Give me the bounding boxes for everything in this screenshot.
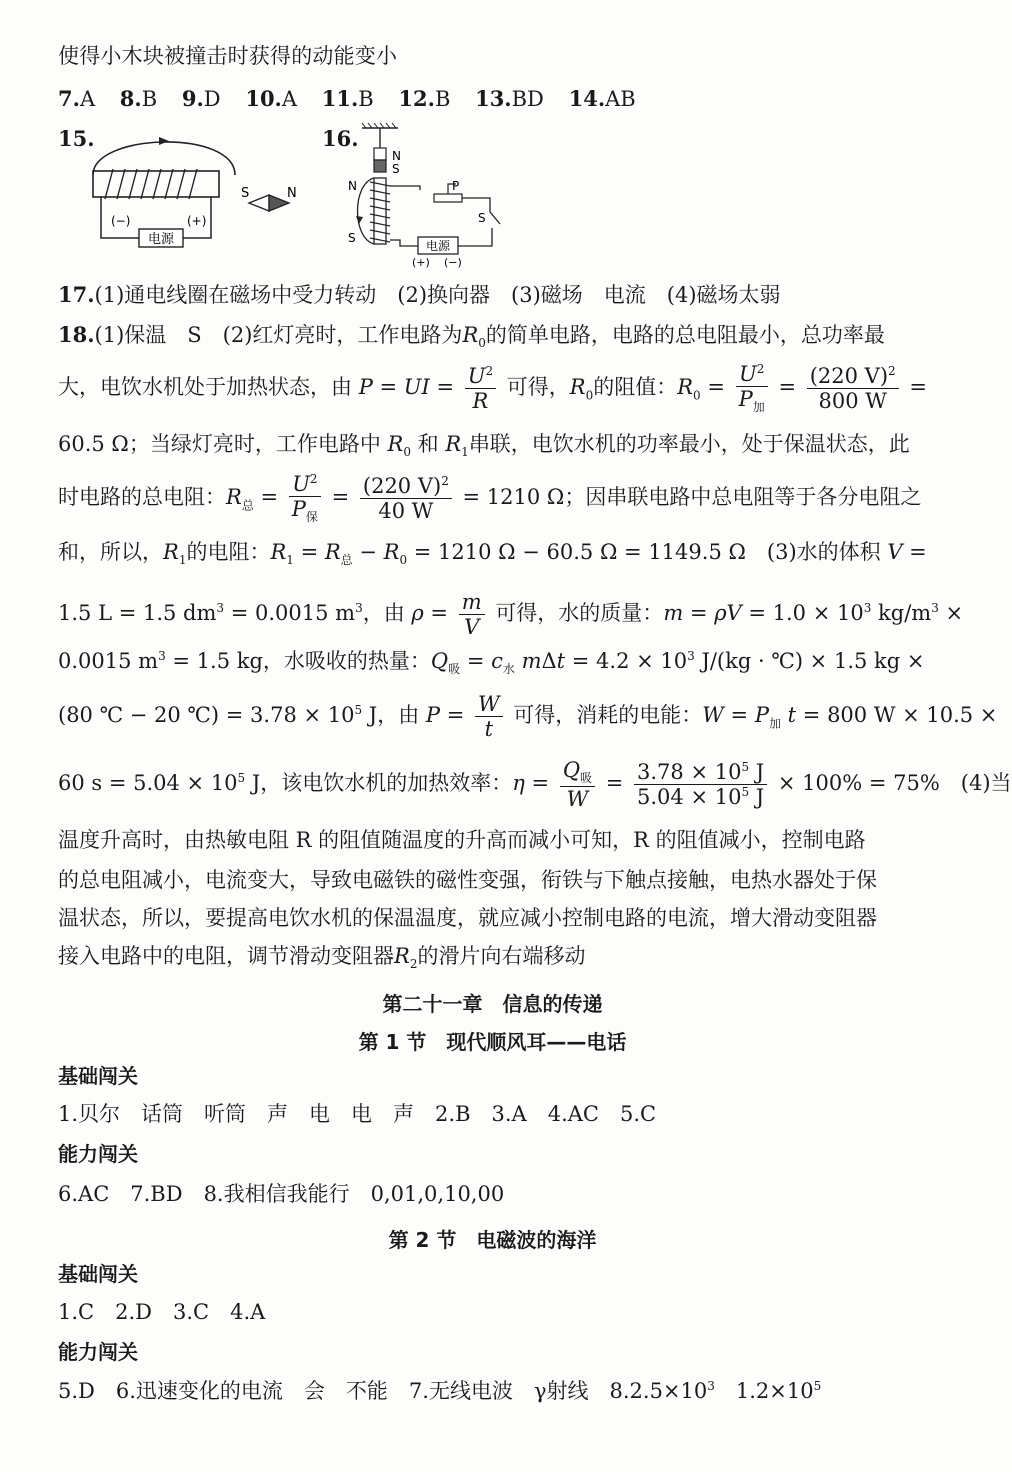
fig16-switch-s: S	[478, 211, 486, 225]
text: 可得，消耗的电能：	[513, 703, 703, 728]
q-num: 9.	[181, 86, 204, 111]
q-num: 8.	[119, 86, 142, 111]
text: (1)保温 S (2)红灯亮时，工作电路为	[94, 323, 463, 347]
answer: BD	[511, 87, 544, 111]
text: = 1210 Ω；因串联电路中总电阻等于各分电阻之	[462, 485, 922, 510]
text: 的简单电路，电路的总电阻最小，总功率最	[485, 323, 885, 347]
fig16-electromagnet-diagram	[340, 120, 520, 270]
q18-line-2: 大，电饮水机处于加热状态，由 P = UI = $\frac{U^2}{R}$ 可得，$R_0$的阻值：$R_0$ = $\frac{U^2}{P_加}$ = $\frac{(220 V)^2}{800 W}$ =	[58, 362, 927, 415]
fraction: $\frac{m}{V}$	[459, 590, 485, 639]
text: kg/m	[871, 601, 932, 626]
q18-line-6: 1.5 L = 1.5 $dm^3 = 0.0015$ $m^3$，由 ρ = $\frac{m}{V}$ 可得，水的质量：$m = \rho V = 1.0 \times 10^3$ $kg/m^3$ ×	[58, 590, 964, 640]
q17	[58, 284, 781, 306]
text: 1.2×10	[714, 1379, 814, 1403]
q-num: 12.	[398, 86, 435, 111]
section-1-ability-label: 能力闯关	[58, 1142, 138, 1166]
text: ，由	[362, 601, 405, 626]
text: = 4.2 × 10	[565, 649, 688, 673]
fig15-number: 15.	[58, 126, 95, 151]
fig16-number: 16.	[322, 126, 359, 151]
answer: (1)通电线圈在磁场中受力转动 (2)换向器 (3)磁场 电流 (4)磁场太弱	[94, 283, 781, 307]
answer: A	[79, 87, 96, 111]
q18-line-8: (80 ℃ − 20 ℃) = $3.78 \times 10^5$ J，由 P = $\frac{W}{t}$ 可得，消耗的电能：$W = P_加$ t = 800 W × 10.5 ×	[58, 692, 998, 742]
q-num: 7.	[58, 86, 80, 111]
fig16-coil-n: N	[348, 179, 357, 193]
fig16-magnet-n: N	[392, 149, 401, 163]
section-2-basic-answers: 1.C 2.D 3.C 4.A	[58, 1300, 266, 1324]
q-num: 17.	[58, 282, 95, 307]
q18-line-10: 温度升高时，由热敏电阻 R 的阻值随温度的升高而减小可知，R 的阻值减小，控制电路	[58, 828, 866, 852]
q-num: 14.	[568, 86, 606, 111]
mc-answers-row	[58, 88, 636, 110]
section-2-title: 第 2 节 电磁波的海洋	[388, 1228, 597, 1252]
chapter-title: 第二十一章 信息的传递	[382, 992, 603, 1016]
q18-line-4: 时电路的总电阻：$R_总$ = $\frac{U^2}{P_保}$ = $\frac{(220 V)^2}{40 W}$ = 1210 Ω；因串联电路中总电阻等于各分电阻之	[58, 472, 922, 525]
text: 5.D 6.迅速变化的电流 会 不能 7.无线电波 γ射线 8.2.5×10	[58, 1379, 708, 1403]
text: = 0.0015 m	[224, 601, 356, 626]
text: = 1210 Ω − 60.5 Ω = 1149.5 Ω (3)水的体积	[413, 540, 881, 564]
fraction: $\frac{3.78 \times 10^5 J}{5.04 \times 10^5 J}$	[634, 760, 767, 809]
fig16-source-label: 电源	[425, 239, 451, 253]
fig16-coil-s: S	[348, 231, 356, 245]
fraction: $\frac{U^2}{R}$	[465, 364, 496, 413]
answer: D	[203, 87, 221, 111]
text: 和，所以，	[58, 540, 163, 564]
fraction: $\frac{W}{t}$	[475, 692, 503, 741]
section-2-basic-label: 基础闯关	[58, 1262, 138, 1286]
q18-line-1: 18.(1)保温 S (2)红灯亮时，工作电路为$R_0$的简单电路，电路的总电阻最小，总功率最	[58, 322, 885, 351]
q18-line-7: 0.0015 $m^3 = 1.5$ kg，水吸收的热量：$Q_吸 = c_水$ $m\Delta t = 4.2 \times 10^3$ J/(kg · ℃) × 1.5 kg ×	[58, 649, 925, 677]
fig15-needle-n: N	[287, 186, 297, 201]
fraction: $\frac{U^2}{P_加}$	[736, 362, 768, 415]
text: 时电路的总电阻：	[58, 485, 226, 510]
section-1-title: 第 1 节 现代顺风耳——电话	[358, 1030, 627, 1054]
text: 大，电饮水机处于加热状态，由	[58, 375, 352, 400]
fig16-minus: (−)	[444, 256, 462, 269]
answer: B	[358, 87, 374, 111]
value: 800 W	[818, 389, 887, 414]
q18-line-13: 接入电路中的电阻，调节滑动变阻器$R_2$的滑片向右端移动	[58, 944, 586, 972]
text: 接入电路中的电阻，调节滑动变阻器	[58, 944, 394, 968]
q18-line-5: 和，所以，$R_1$的电阻：$R_1 = R_总 - R_0 = 1210$ Ω − 60.5 Ω = 1149.5 Ω (3)水的体积 V =	[58, 540, 927, 568]
answer: B	[434, 87, 451, 111]
fig16-magnet-s: S	[392, 162, 400, 176]
fig16-slider-p: P	[452, 179, 460, 193]
text: × 100% = 75% (4)当	[777, 771, 1012, 796]
text: J，该电饮水机的加热效率：	[245, 771, 513, 796]
answer: B	[141, 87, 158, 111]
q18-line-3: 60.5 Ω；当绿灯亮时，工作电路中 $R_0$ 和 $R_1$串联，电饮水机的功率最小，处于保温状态，此	[58, 432, 910, 460]
fig15-minus: (−)	[111, 214, 131, 228]
continuation-line: 使得小木块被撞击时获得的动能变小	[58, 44, 398, 68]
fig15-solenoid-diagram	[75, 125, 315, 255]
fraction: $\frac{Q_吸}{W}$	[560, 758, 595, 811]
q18-line-12: 温状态，所以，要提高电饮水机的保温温度，就应减小控制电路的电流，增大滑动变阻器	[58, 906, 877, 930]
fraction: $\frac{U^2}{P_保}$	[289, 472, 321, 525]
value: (220 V)	[362, 473, 442, 498]
text: ×	[938, 601, 964, 626]
text: 1.5 L = 1.5 dm	[58, 601, 217, 626]
text: 60.5 Ω；当绿灯亮时，工作电路中	[58, 432, 381, 456]
fig15-needle-s: S	[241, 186, 250, 201]
text: J/(kg · ℃) × 1.5 kg ×	[694, 649, 925, 673]
q-num: 18.	[58, 322, 95, 347]
text: (80 ℃ − 20 ℃) = 3.78 × 10	[58, 703, 355, 728]
fraction: $\frac{(220 V)^2}{40 W}$	[360, 474, 452, 523]
q18-line-11: 的总电阻减小，电流变大，导致电磁铁的磁性变强，衔铁与下触点接触，电热水器处于保	[58, 868, 877, 892]
text: 的滑片向右端移动	[417, 944, 586, 968]
fig15-plus: (+)	[187, 214, 207, 228]
text: 和	[417, 432, 439, 456]
text: 串联，电饮水机的功率最小，处于保温状态，此	[468, 432, 910, 456]
section-1-ability-answers: 6.AC 7.BD 8.我相信我能行 0,01,0,10,00	[58, 1182, 505, 1206]
value: (220 V)	[809, 363, 889, 388]
fig16-plus: (+)	[412, 256, 430, 269]
answer: A	[281, 87, 298, 111]
section-2-ability-answers: 5.D 6.迅速变化的电流 会 不能 7.无线电波 γ射线 $8.2.5\times 10^3$ $1.2\times 10^5$	[58, 1379, 822, 1403]
fig15-source-label: 电源	[147, 232, 175, 247]
section-2-ability-label: 能力闯关	[58, 1340, 138, 1364]
section-1-basic-label: 基础闯关	[58, 1064, 138, 1088]
text: 60 s = 5.04 × 10	[58, 771, 238, 796]
value: 3.78 × 10	[637, 759, 742, 784]
text: 可得，水的质量：	[495, 601, 664, 626]
text: = 1.0 × 10	[741, 601, 864, 626]
text: = 1.5 kg，水吸收的热量：	[165, 649, 431, 673]
fraction: $\frac{(220 V)^2}{800 W}$	[807, 364, 899, 413]
q-num: 10.	[245, 86, 282, 111]
text: J，由	[362, 703, 420, 728]
answer: AB	[605, 87, 636, 111]
section-1-basic-answers: 1.贝尔 话筒 听筒 声 电 电 声 2.B 3.A 4.AC 5.C	[58, 1102, 657, 1126]
value: 40 W	[378, 499, 434, 524]
text: = 800 W × 10.5 ×	[796, 703, 998, 728]
value: 5.04 × 10	[637, 785, 742, 810]
text: 的电阻：	[186, 540, 271, 564]
q-num: 13.	[475, 86, 512, 111]
q18-line-9: 60 $s = 5.04 \times 10^5$ J，该电饮水机的加热效率：η = $\frac{Q_吸}{W}$ = $\frac{3.78 \times 10^5 J}{5.04 \times 10^5 J}$ × 100% = 75% (4)当	[58, 758, 1012, 811]
text: 的阻值：	[593, 375, 678, 400]
text: 可得，	[506, 375, 570, 400]
text: 0.0015 m	[58, 649, 159, 673]
q-num: 11.	[321, 86, 359, 111]
